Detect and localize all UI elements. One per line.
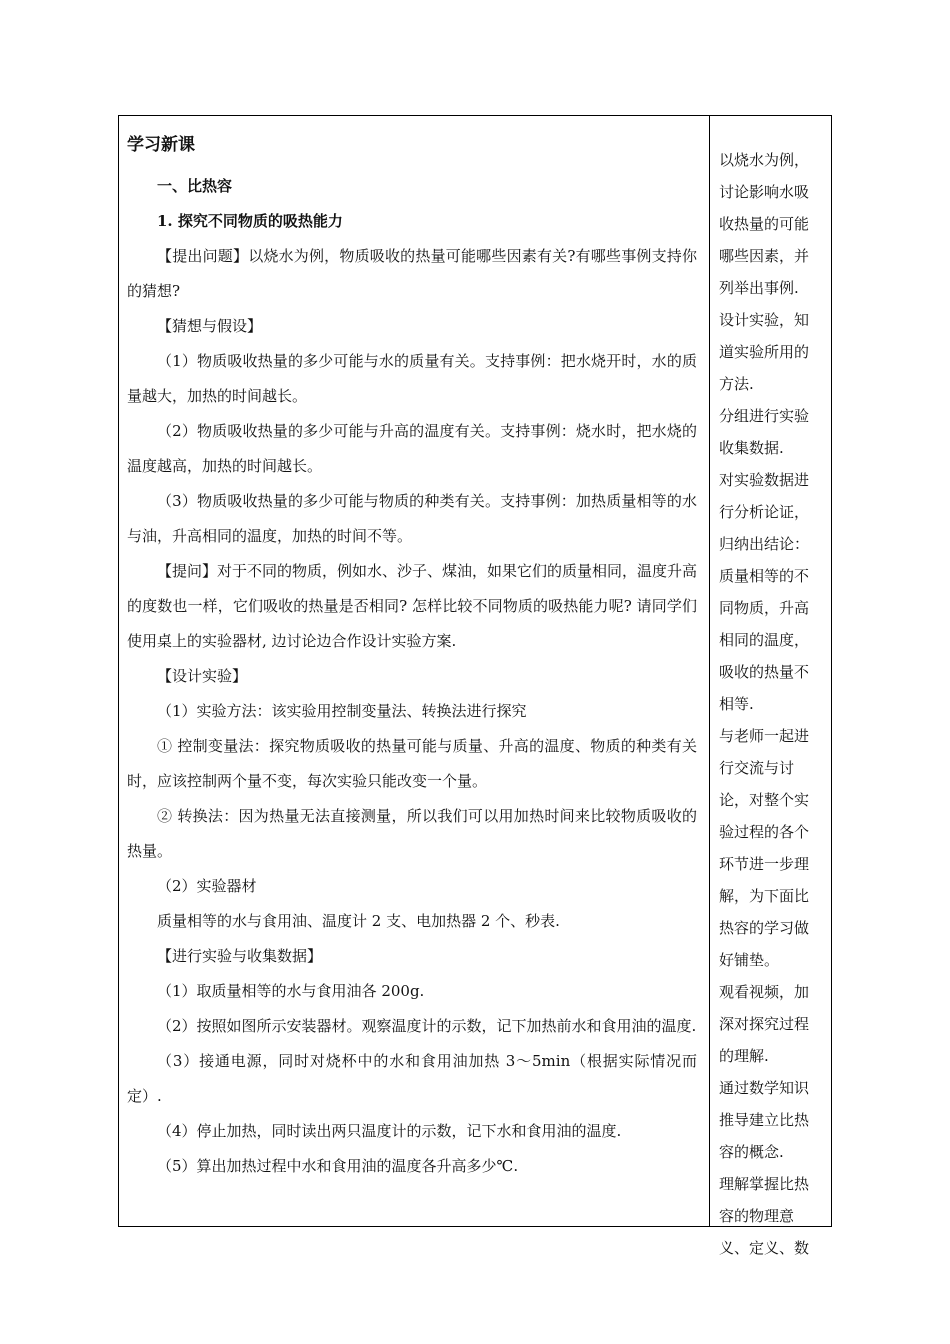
paragraph-method: （1）实验方法：该实验用控制变量法、转换法进行探究: [157, 702, 527, 720]
side-note: 以烧水为例，讨论影响水吸收热量的可能哪些因素，并列举出事例.: [719, 151, 810, 297]
side-column: [719, 144, 819, 1264]
column-divider: [709, 116, 710, 1226]
section-title: 一、比热容: [157, 177, 233, 195]
paragraph-step-3: （3）接通电源，同时对烧杯中的水和食用油加热 3～5min（根据实际情况而定）.: [127, 1052, 697, 1105]
side-note: 理解掌握比热容的物理意义、定义、数: [719, 1175, 810, 1257]
main-column: [127, 134, 697, 1184]
paragraph-equipment-head: （2）实验器材: [157, 877, 257, 895]
lesson-table: [118, 115, 832, 1257]
paragraph-hypothesis-3: （3）物质吸收热量的多少可能与物质的种类有关。支持事例：加热质量相等的水与油，升高相同的温度，加热的时间不等。: [127, 492, 697, 545]
lesson-heading: 学习新课: [127, 135, 195, 155]
side-note: 观看视频，加深对探究过程的理解.: [719, 983, 810, 1065]
paragraph-step-5: （5）算出加热过程中水和食用油的温度各升高多少℃.: [157, 1157, 519, 1175]
paragraph-ask: 【提问】对于不同的物质，例如水、沙子、煤油，如果它们的质量相同，温度升高的度数也一样，它们吸收的热量是否相同? 怎样比较不同物质的吸热能力呢? 请同学们使用桌上的实验器材, 边讨论边合作设计实验方案.: [127, 562, 698, 650]
paragraph-step-1: （1）取质量相等的水与食用油各 200g.: [157, 982, 425, 1000]
paragraph-hypothesis-1: （1）物质吸收热量的多少可能与水的质量有关。支持事例：把水烧开时，水的质量越大，加热的时间越长。: [127, 352, 697, 405]
side-note: 设计实验，知道实验所用的方法.: [719, 311, 810, 393]
paragraph-hypothesis-2: （2）物质吸收热量的多少可能与升高的温度有关。支持事例：烧水时，把水烧的温度越高，加热的时间越长。: [127, 422, 697, 475]
paragraph-step-4: （4）停止加热，同时读出两只温度计的示数，记下水和食用油的温度.: [157, 1122, 622, 1140]
paragraph-procedure-head: 【进行实验与收集数据】: [157, 947, 323, 965]
paragraph-control-variable: ① 控制变量法：探究物质吸收的热量可能与质量、升高的温度、物质的种类有关时，应该控制两个量不变，每次实验只能改变一个量。: [127, 737, 697, 790]
paragraph-question: 【提出问题】以烧水为例，物质吸收的热量可能哪些因素有关?有哪些事例支持你的猜想?: [127, 247, 697, 300]
side-note: 分组进行实验收集数据.: [719, 407, 810, 457]
side-note: 通过数学知识推导建立比热容的概念.: [719, 1079, 810, 1161]
paragraph-hypothesis-head: 【猜想与假设】: [157, 317, 263, 335]
side-note: 对实验数据进行分析论证，归纳出结论：质量相等的不同物质，升高相同的温度，吸收的热量不相等.: [719, 471, 810, 713]
paragraph-step-2: （2）按照如图所示安装器材。观察温度计的示数，记下加热前水和食用油的温度.: [157, 1017, 697, 1035]
paragraph-equipment: 质量相等的水与食用油、温度计 2 支、电加热器 2 个、秒表.: [157, 912, 560, 930]
subsection-title: 1. 探究不同物质的吸热能力: [157, 212, 343, 230]
paragraph-conversion: ② 转换法：因为热量无法直接测量，所以我们可以用加热时间来比较物质吸收的热量。: [127, 807, 697, 860]
paragraph-design-head: 【设计实验】: [157, 667, 248, 685]
side-note: 与老师一起进行交流与讨论，对整个实验过程的各个环节进一步理解，为下面比热容的学习做好铺垫。: [719, 727, 810, 969]
